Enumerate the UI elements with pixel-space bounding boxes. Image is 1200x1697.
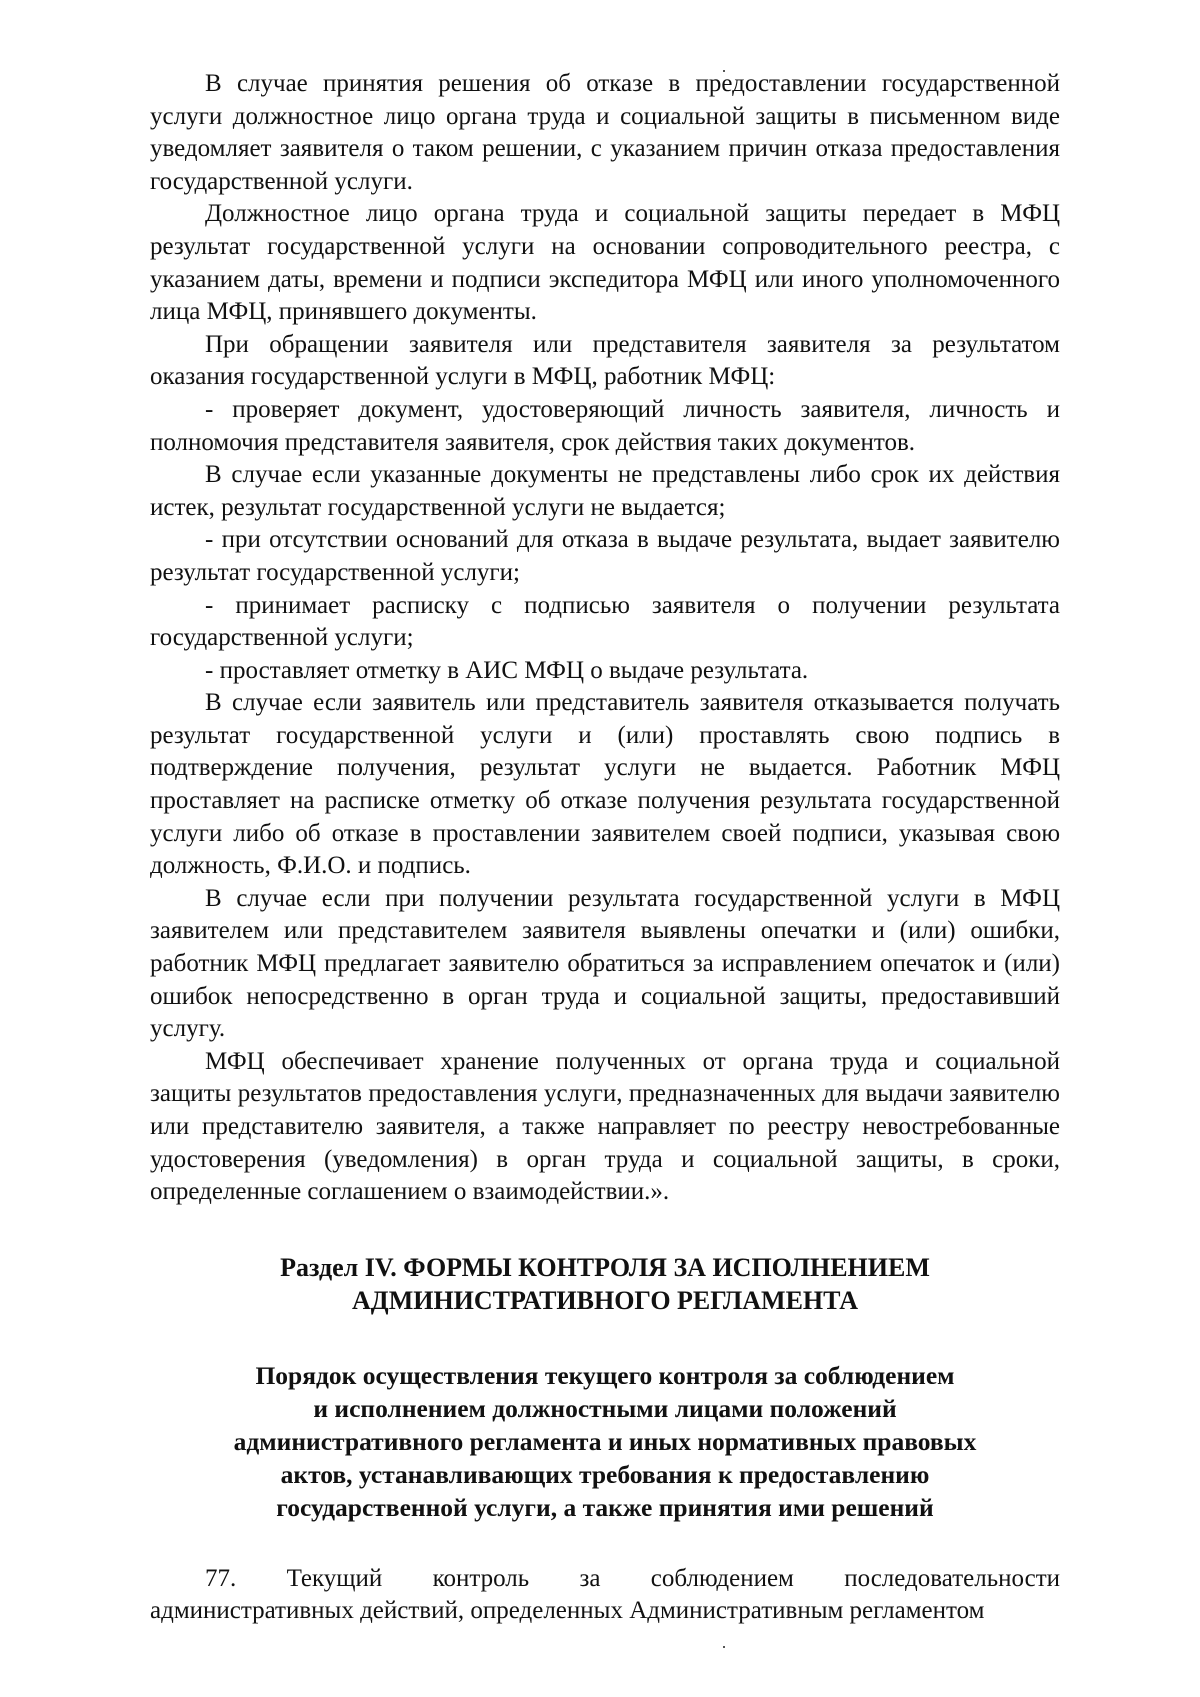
paragraph-typos-errors: В случае если при получении результата государственной услуги в МФЦ заявителем или представителем заявителя выявлены опечатки и (или) ошибки, работник МФЦ предлагает заявителю обратиться за исправлением опечаток и (или) ошибок непосредственно в орган труда и социальной защиты, предоставивший услугу. (150, 884, 1060, 1043)
paragraph-mfc-storage: МФЦ обеспечивает хранение полученных от органа труда и социальной защиты результатов предоставления услуги, предназначенных для выдачи заявителю или представителю заявителя, а также направляет по реестру невостребованные удостоверения (уведомления) в орган труда и социальной защиты, в сроки, определенные соглашением о взаимодействии.». (150, 1047, 1060, 1206)
subsection-title-line: Порядок осуществления текущего контроля за соблюдением (255, 1360, 955, 1390)
subsection-title-line: государственной услуги, а также принятия ими решений (276, 1492, 934, 1522)
point-77-line: 77. Текущий контроль за соблюдением последовательности (205, 1564, 1060, 1592)
section-title-line: АДМИНИСТРАТИВНОГО РЕГЛАМЕНТА (352, 1285, 858, 1315)
subsection-title-line: административного регламента и иных нормативных правовых (233, 1426, 977, 1456)
point-77-line: административных действий, определенных Административным регламентом (150, 1597, 985, 1625)
paragraph-applicant-refuses: В случае если заявитель или представитель заявителя отказывается получать результат государственной услуги и (или) проставлять свою подпись в подтверждение получения, результат услуги не выдается. Работник МФЦ проставляет на расписке отметку об отказе получения результата государственной услуги либо об отказе в проставлении заявителем своей подписи, указывая свою должность, Ф.И.О. и подпись. (150, 689, 1060, 880)
subsection-title (150, 1359, 1060, 1524)
document-body (150, 68, 1060, 1628)
list-item-check-documents: - проверяет документ, удостоверяющий личность заявителя, личность и полномочия представителя заявителя, срок действия таких документов. (150, 395, 1060, 456)
list-item-issue-result: - при отсутствии оснований для отказа в выдаче результата, выдает заявителю результат государственной услуги; (150, 526, 1060, 586)
subsection-title-line: и исполнением должностными лицами положений (313, 1393, 897, 1423)
list-item-accept-receipt: - принимает расписку с подписью заявителя о получении результата государственной услуги; (150, 591, 1060, 652)
scan-speck (723, 1646, 725, 1648)
subsection-title-line: актов, устанавливающих требования к предоставлению (280, 1459, 930, 1489)
paragraph-documents-missing: В случае если указанные документы не представлены либо срок их действия истек, результат государственной услуги не выдается; (150, 461, 1060, 521)
section-title-line: Раздел IV. ФОРМЫ КОНТРОЛЯ ЗА ИСПОЛНЕНИЕМ (280, 1252, 930, 1282)
section-title (150, 1251, 1060, 1317)
paragraph-point-77 (150, 1563, 1060, 1628)
list-item-mark-in-ais: - проставляет отметку в АИС МФЦ о выдаче результата. (205, 656, 809, 684)
paragraph-transfer-to-mfc: Должностное лицо органа труда и социальной защиты передает в МФЦ результат государственной услуги на основании сопроводительного реестра, с указанием даты, времени и подписи экспедитора МФЦ или иного уполномоченного лица МФЦ, принявшего документы. (150, 200, 1060, 326)
paragraph-mfc-employee-actions: При обращении заявителя или представителя заявителя за результатом оказания государственной услуги в МФЦ, работник МФЦ: (150, 330, 1060, 391)
paragraph-refusal-notice: В случае принятия решения об отказе в предоставлении государственной услуги должностное лицо органа труда и социальной защиты в письменном виде уведомляет заявителя о таком решении, с указанием причин отказа предоставления государственной услуги. (150, 70, 1060, 195)
